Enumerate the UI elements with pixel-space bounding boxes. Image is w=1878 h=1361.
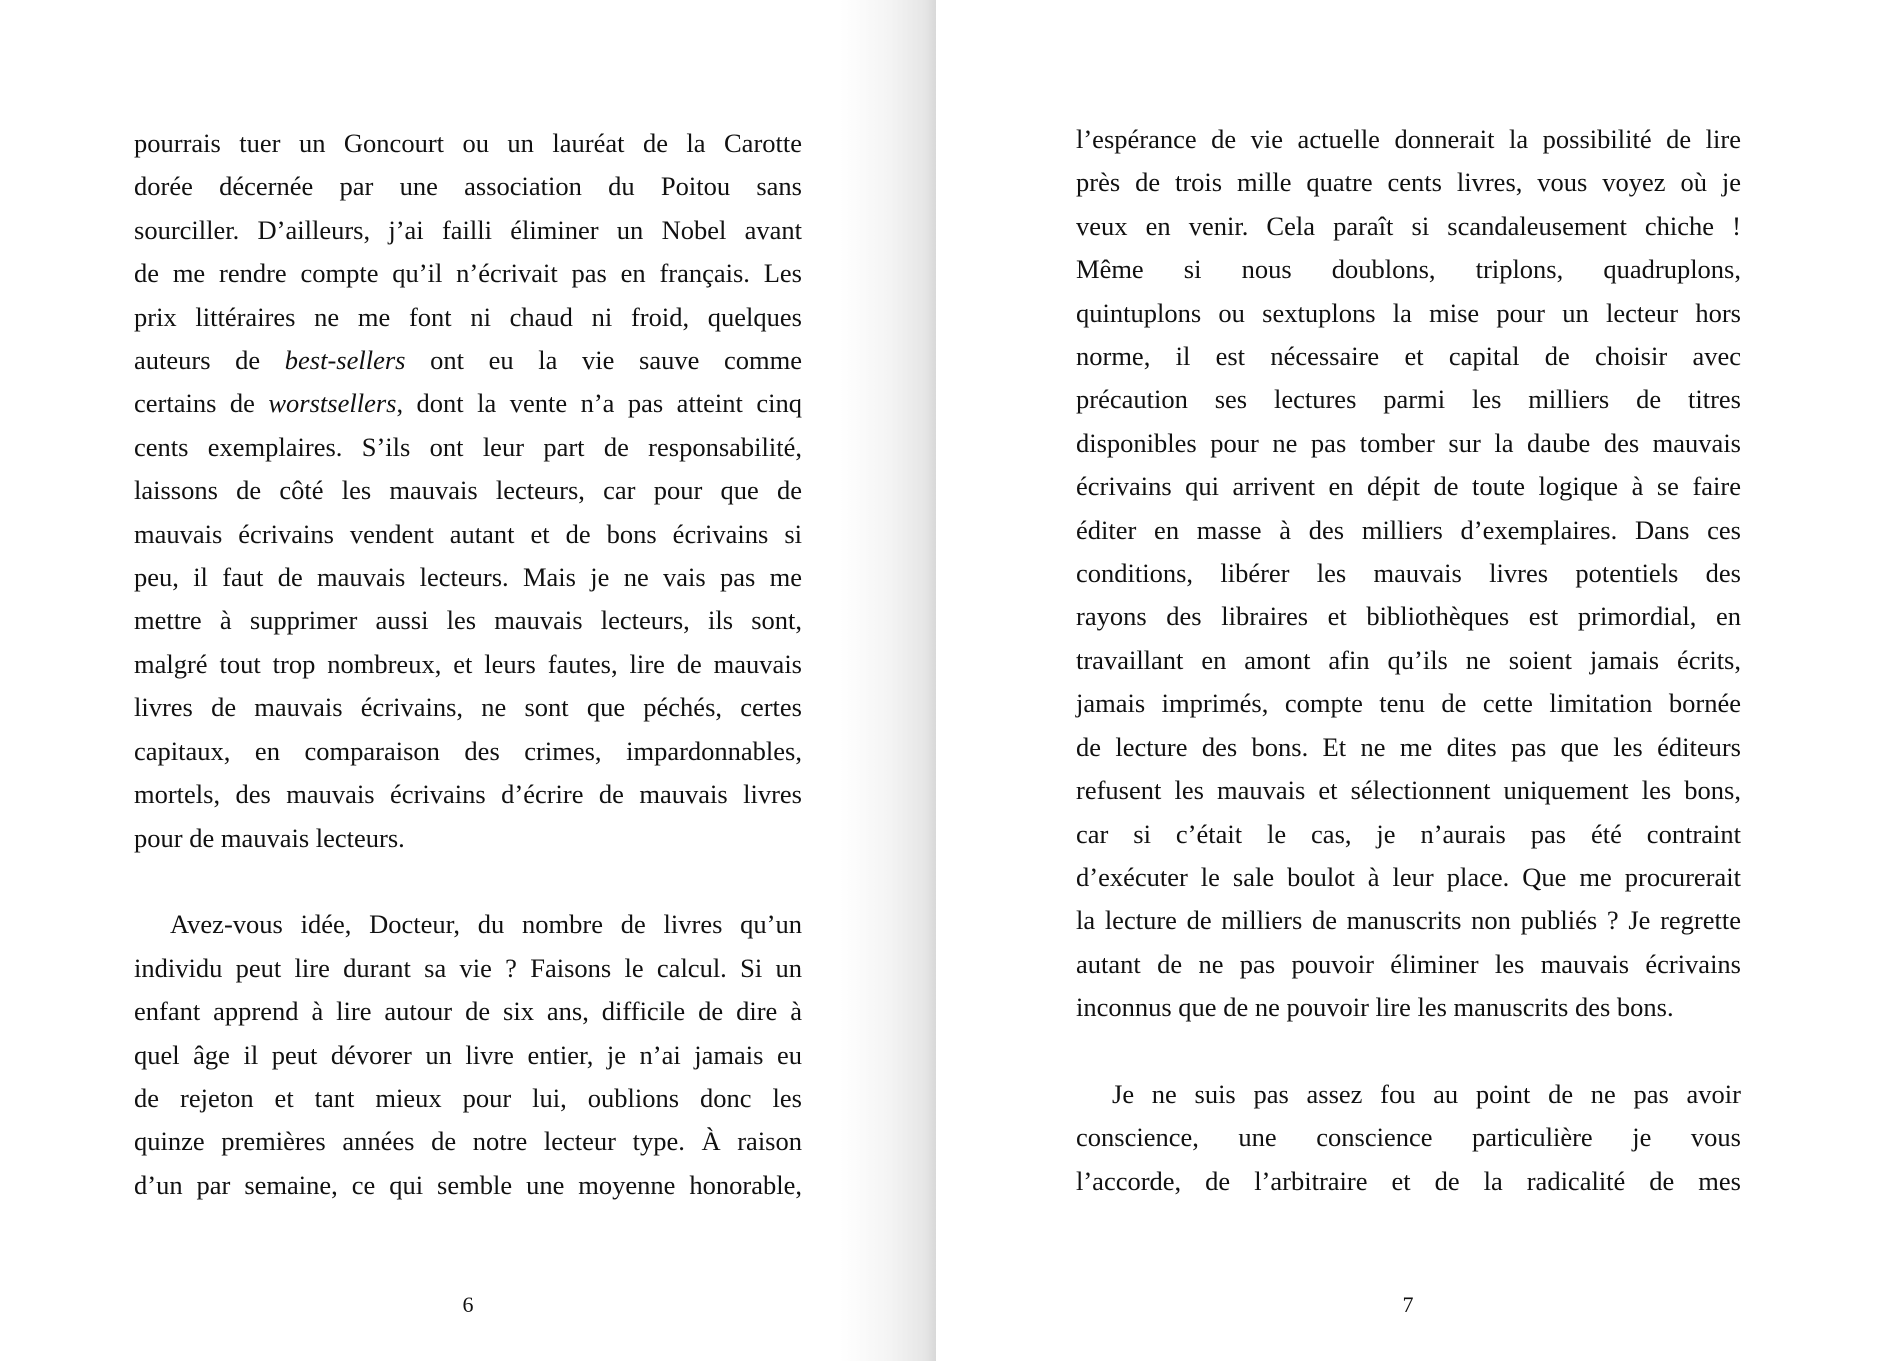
text-line: écrivains qui arrivent en dépit de toute logique à se faire (1076, 471, 1741, 502)
italic-term: worstsellers (268, 388, 397, 419)
text-line: disponibles pour ne pas tomber sur la daube des mauvais (1076, 427, 1741, 458)
text-line: autant de ne pas pouvoir éliminer les mauvais écrivains (1076, 948, 1741, 979)
text-line: l’espérance de vie actuelle donnerait la possibilité de lire (1076, 124, 1741, 154)
text-line: quintuplons ou sextuplons la mise pour un lecteur hors (1076, 297, 1741, 328)
page-number-right: 7 (1402, 1292, 1414, 1317)
text-line: travaillant en amont afin qu’ils ne soient jamais écrits, (1076, 644, 1741, 675)
text-line: Avez-vous idée, Docteur, du nombre de livres qu’un (170, 909, 802, 940)
text-line: conscience, une conscience particulière je vous (1076, 1122, 1741, 1153)
paragraph (1076, 1073, 1741, 1203)
text-line: capitaux, en comparaison des crimes, impardonnables, (134, 735, 802, 766)
right-page (936, 0, 1878, 1361)
text-line: livres de mauvais écrivains, ne sont que péchés, certes (134, 692, 802, 723)
text-line: malgré tout trop nombreux, et leurs fautes, lire de mauvais (134, 648, 802, 679)
text-line: sourciller. D’ailleurs, j’ai failli éliminer un Nobel avant (134, 214, 802, 245)
text-line: norme, il est nécessaire et capital de choisir avec (1076, 341, 1741, 372)
text-line: auteurs de best-sellers ont eu la vie sauve comme (134, 345, 802, 376)
text-line: éditer en masse à des milliers d’exemplaires. Dans ces (1076, 514, 1741, 545)
text-line: précaution ses lectures parmi les milliers de titres (1076, 384, 1741, 415)
text-line: mettre à supprimer aussi les mauvais lecteurs, ils sont, (134, 605, 802, 636)
italic-term: best-sellers (284, 345, 406, 376)
text-line: d’un par semaine, ce qui semble une moyenne honorable, (134, 1169, 802, 1200)
text-line: Je ne suis pas assez fou au point de ne pas avoir (1112, 1078, 1741, 1109)
left-page (0, 0, 936, 1361)
text-line: de me rendre compte qu’il n’écrivait pas en français. Les (134, 258, 802, 289)
text-line: prix littéraires ne me font ni chaud ni froid, quelques (134, 301, 802, 332)
text-line: de lecture des bons. Et ne me dites pas que les éditeurs (1076, 731, 1741, 762)
text-line: quel âge il peut dévorer un livre entier, je n’ai jamais eu (134, 1039, 802, 1070)
text-line: d’exécuter le sale boulot à leur place. Que me procurerait (1076, 861, 1741, 892)
text-line: l’accorde, de l’arbitraire et de la radicalité de mes (1076, 1165, 1741, 1196)
text-line: Même si nous doublons, triplons, quadruplons, (1076, 254, 1741, 285)
text-line: certains de worstsellers, dont la vente n’a pas atteint cinq (134, 388, 802, 419)
text-line: pour de mauvais lecteurs. (134, 822, 405, 853)
text-line: près de trois mille quatre cents livres, vous voyez où je (1076, 167, 1741, 198)
paragraph (134, 903, 802, 1207)
text-line: rayons des libraires et bibliothèques est primordial, en (1076, 601, 1741, 632)
text-line: dorée décernée par une association du Poitou sans (134, 171, 802, 202)
text-line: quinze premières années de notre lecteur type. À raison (134, 1126, 802, 1157)
text-line: laissons de côté les mauvais lecteurs, car pour que de (134, 475, 802, 506)
left-page-text (134, 122, 802, 1207)
text-line: de rejeton et tant mieux pour lui, oublions donc les (134, 1082, 802, 1113)
text-line: individu peut lire durant sa vie ? Faisons le calcul. Si un (134, 952, 802, 983)
text-line: la lecture de milliers de manuscrits non publiés ? Je regrette (1076, 905, 1741, 936)
text-line: conditions, libérer les mauvais livres potentiels des (1076, 558, 1741, 589)
page-number-left: 6 (462, 1292, 474, 1317)
text-line: car si c’était le cas, je n’aurais pas été contraint (1076, 818, 1741, 849)
text-line: veux en venir. Cela paraît si scandaleusement chiche ! (1076, 210, 1741, 241)
text-line: inconnus que de ne pouvoir lire les manuscrits des bons. (1076, 992, 1674, 1023)
text-line: mortels, des mauvais écrivains d’écrire de mauvais livres (134, 779, 802, 810)
text-line: mauvais écrivains vendent autant et de bons écrivains si (134, 518, 802, 549)
text-line: enfant apprend à lire autour de six ans, difficile de dire à (134, 996, 802, 1027)
right-page-text (1076, 118, 1741, 1203)
text-line: jamais imprimés, compte tenu de cette limitation bornée (1076, 688, 1741, 719)
paragraph (134, 122, 802, 860)
text-line: cents exemplaires. S’ils ont leur part de responsabilité, (134, 431, 802, 462)
text-line: refusent les mauvais et sélectionnent uniquement les bons, (1076, 775, 1741, 806)
paragraph (1076, 118, 1741, 1030)
text-line: pourrais tuer un Goncourt ou un lauréat de la Carotte (134, 128, 802, 158)
text-line: peu, il faut de mauvais lecteurs. Mais je ne vais pas me (134, 562, 802, 593)
